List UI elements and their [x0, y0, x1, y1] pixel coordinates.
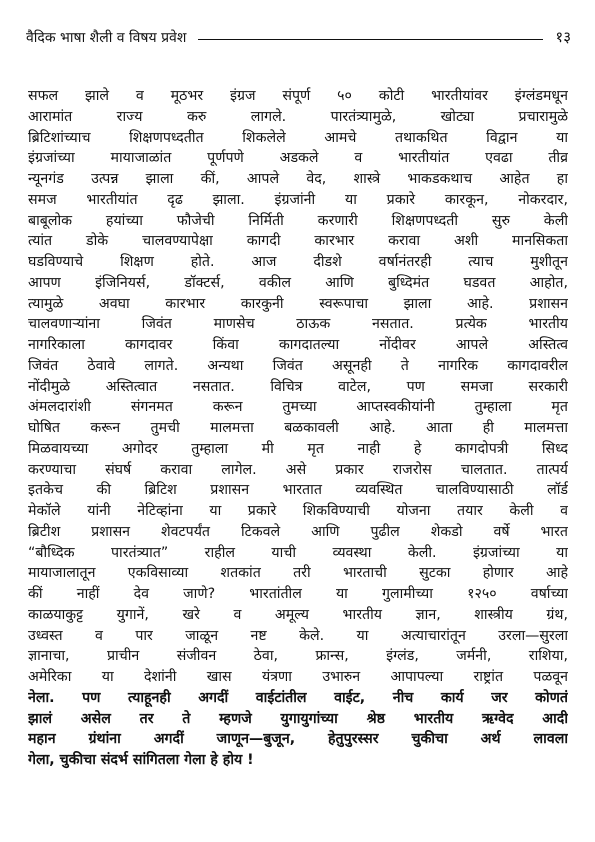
body-line: ब्रिटीश प्रशासन शेवटपर्यंत टिकवले आणि पुढील शेकडो वर्षे भारत: [28, 523, 568, 540]
body-line: बाबूलोक हयांच्या फौजेची निर्मिती करणारी शिक्षणपध्दती सुरु केली: [28, 212, 568, 229]
body-line: ब्रिटिशांच्याच शिक्षणपध्दतीत शिकलेले आमचे तथाकथित विद्वान या: [28, 129, 568, 146]
body-line: चालवणाऱ्यांना जिवंत माणसेच ठाऊक नसतात. प्रत्येक भारतीय: [28, 316, 568, 333]
body-line: मायाजालातून एकविसाव्या शतकांत तरी भारताची सुटका होणार आहे: [28, 565, 568, 582]
body-line: अमेरिका या देशांनी खास यंत्रणा उभारुन आपापल्या राष्ट्रांत पळवून: [28, 669, 568, 685]
body-line-bold: महान ग्रंथांना अगदीं जाणून—बुजून, हेतुपुरस्सर चुकीचा अर्थ लावला: [28, 731, 568, 748]
body-line: घडविण्याचे शिक्षण होते. आज दीडशे वर्षानंतरही त्याच मुशीतून: [28, 254, 568, 270]
body-line-bold: झालं असेल तर ते म्हणजे युगायुगांच्या श्रेष्ठ भारतीय ऋग्वेद आदी: [28, 710, 568, 727]
body-line: ज्ञानाचा, प्राचीन संजीवन ठेवा, फ्रान्स, इंग्लंड, जर्मनी, राशिया,: [28, 648, 568, 665]
body-line: करण्याचा संघर्ष करावा लागेल. असे प्रकार राजरोस चालतात. तात्पर्य: [28, 461, 568, 478]
body-line: त्यामुळे अवघा कारभार कारकुनी स्वरूपाचा झाला आहे. प्रशासन: [28, 295, 568, 312]
body-line: समज भारतीयांत दृढ झाला. इंग्रजांनी या प्रकारे कारकून, नोकरदार,: [28, 191, 568, 208]
body-line: जिवंत ठेवावे लागते. अन्यथा जिवंत असूनही ते नागरिक कागदावरील: [28, 357, 568, 374]
body-line: अंमलदारांशी संगनमत करून तुमच्या आप्तस्वकीयांनी तुम्हाला मृत: [28, 399, 568, 416]
body-line: आरामांत राज्य करु लागले. पारतंत्र्यामुळे, खोट्या प्रचारामुळे: [28, 108, 568, 125]
body-line: कीं नाहीं देव जाणे? भारतांतील या गुलामीच्या १२५० वर्षाच्या: [28, 586, 568, 602]
body-line: इतकेच की ब्रिटिश प्रशासन भारतात व्यवस्थित चालविण्यासाठी लॉर्ड: [28, 482, 568, 499]
body-line: घोषित करून तुमची मालमत्ता बळकावली आहे. आता ही मालमत्ता: [28, 420, 568, 436]
body-line: इंग्रजांच्या मायाजाळांत पूर्णपणे अडकले व भारतीयांत एवढा तीव्र: [28, 150, 568, 167]
body-line: मेकॉले यांनी नेटिव्हांना या प्रकारे शिकविण्याची योजना तयार केली व: [28, 503, 568, 519]
body-line: आपण इंजिनियर्स, डॉक्टर्स, वकील आणि बुध्दिमंत घडवत आहोत,: [28, 274, 568, 291]
page-number: १३: [555, 28, 571, 46]
body-line: नागरिकाला कागदावर किंवा कागदातल्या नोंदीवर आपले अस्तित्व: [28, 337, 568, 353]
body-line: सफल झाले व मूठभर इंग्रज संपूर्ण ५० कोटी भारतीयांवर इंग्लंडमधून: [28, 88, 568, 104]
running-header-title: वैदिक भाषा शैली व विषय प्रवेश: [26, 29, 187, 46]
body-text: [28, 86, 568, 771]
body-line-bold: नेला. पण त्याहूनही अगदीं वाईटांतील वाईट, नीच कार्य जर कोणतं: [28, 689, 568, 706]
body-line: त्यांत डोके चालवण्यापेक्षा कागदी कारभार करावा अशी मानसिकता: [28, 233, 568, 250]
header-rule: [198, 39, 543, 40]
body-line: नोंदीमुळे अस्तित्वात नसतात. विचित्र वाटेल, पण समजा सरकारी: [28, 378, 568, 395]
body-line: काळयाकुट्ट युगानें, खरे व अमूल्य भारतीय ज्ञान, शास्त्रीय ग्रंथ,: [28, 606, 568, 623]
body-line: मिळवायच्या अगोदर तुम्हाला मी मृत नाही हे कागदोपत्री सिध्द: [28, 440, 568, 457]
body-line: “बौध्दिक पारतंत्र्यात” राहील याची व्यवस्था केली. इंग्रजांच्या या: [28, 544, 568, 561]
body-line-bold: गेला, चुकीचा संदर्भ सांगितला गेला हे होय !: [28, 752, 254, 768]
body-line: न्यूनगंड उत्पन्न झाला कीं, आपले वेद, शास्त्रे भाकडकथाच आहेत हा: [28, 171, 568, 187]
running-header: [26, 26, 571, 48]
body-line: उध्वस्त व पार जाळून नष्ट केले. या अत्याचारांतून उरला—सुरला: [28, 627, 568, 644]
